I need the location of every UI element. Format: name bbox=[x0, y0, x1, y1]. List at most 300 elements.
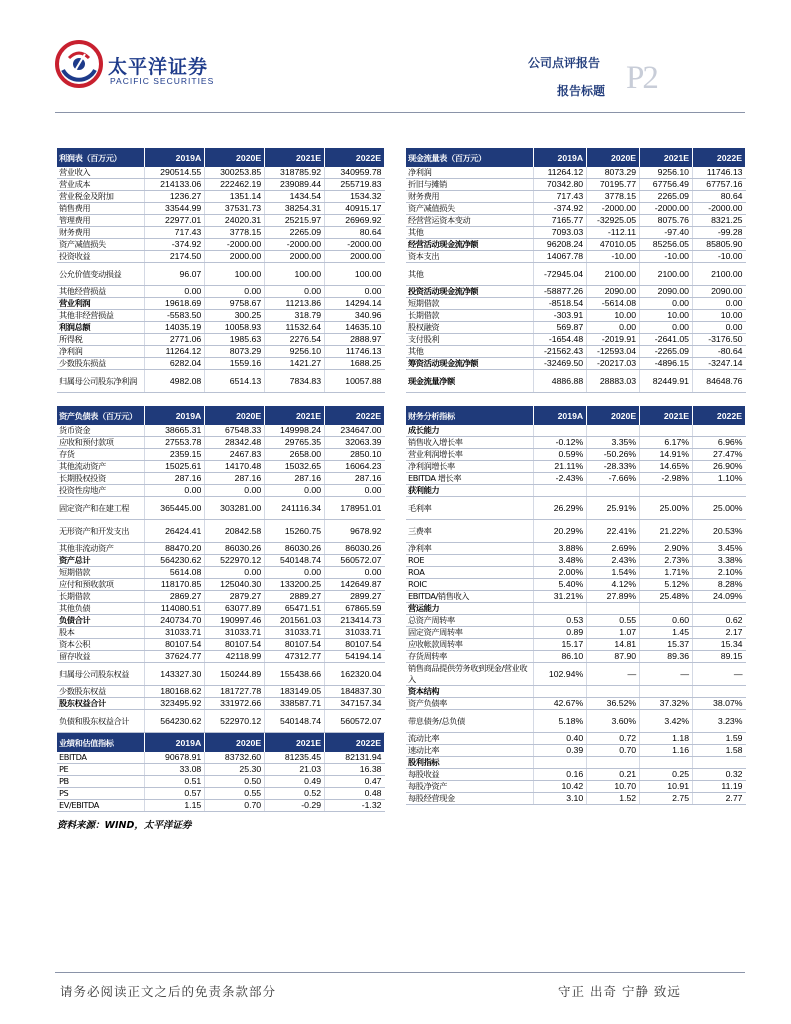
row-value: -80.64 bbox=[693, 346, 746, 358]
row-value: 2467.83 bbox=[205, 449, 265, 461]
year-header: 2020E bbox=[587, 406, 640, 425]
row-label: 资产减值损失 bbox=[406, 203, 534, 215]
row-value: 183149.05 bbox=[265, 686, 325, 698]
row-label: 销售商品提供劳务收到现金/营业收入 bbox=[406, 663, 534, 686]
row-value: 82131.94 bbox=[325, 752, 385, 764]
row-value: 5.12% bbox=[640, 579, 693, 591]
row-value: 0.72 bbox=[587, 733, 640, 745]
row-value: 14170.48 bbox=[205, 461, 265, 473]
row-value: -8518.54 bbox=[534, 298, 587, 310]
row-value: 2100.00 bbox=[693, 263, 746, 286]
row-value: -2000.00 bbox=[587, 203, 640, 215]
row-label: 公允价值变动损益 bbox=[57, 263, 145, 286]
table-row bbox=[406, 449, 746, 461]
table-row bbox=[406, 567, 746, 579]
row-value: -112.11 bbox=[587, 227, 640, 239]
table-row bbox=[57, 191, 385, 203]
row-value: 10058.93 bbox=[205, 322, 265, 334]
row-value: 0.00 bbox=[145, 286, 205, 298]
row-value: 100.00 bbox=[205, 263, 265, 286]
table-row bbox=[57, 239, 385, 251]
row-value: 67756.49 bbox=[640, 179, 693, 191]
row-label: ROA bbox=[406, 567, 534, 579]
row-value bbox=[534, 757, 587, 769]
row-value: 102.94% bbox=[534, 663, 587, 686]
row-value: 11264.12 bbox=[145, 346, 205, 358]
row-value bbox=[640, 603, 693, 615]
row-label: 销售收入增长率 bbox=[406, 437, 534, 449]
row-value: 0.00 bbox=[693, 322, 746, 334]
balance-sheet-table bbox=[57, 406, 385, 733]
row-value: -32469.50 bbox=[534, 358, 587, 370]
row-label: EBITDA bbox=[57, 752, 145, 764]
row-value: 16.38 bbox=[325, 764, 385, 776]
row-value: 20.53% bbox=[693, 520, 746, 543]
row-label: 总资产周转率 bbox=[406, 615, 534, 627]
row-label: 带息债务/总负债 bbox=[406, 710, 534, 733]
row-value: -28.33% bbox=[587, 461, 640, 473]
row-label: 折旧与摊销 bbox=[406, 179, 534, 191]
row-label: 存货 bbox=[57, 449, 145, 461]
row-value: 150244.89 bbox=[205, 663, 265, 686]
row-value: 47010.05 bbox=[587, 239, 640, 251]
row-value: 47312.77 bbox=[265, 651, 325, 663]
row-value: 8321.25 bbox=[693, 215, 746, 227]
table-row bbox=[57, 203, 385, 215]
row-value: -32925.05 bbox=[587, 215, 640, 227]
row-value: 37531.73 bbox=[205, 203, 265, 215]
logo-text-en: PACIFIC SECURITIES bbox=[110, 76, 215, 86]
row-label: 长期股权投资 bbox=[57, 473, 145, 485]
table-row bbox=[57, 449, 385, 461]
row-value: 80107.54 bbox=[265, 639, 325, 651]
row-value: 234647.00 bbox=[325, 425, 385, 437]
row-value: -2641.05 bbox=[640, 334, 693, 346]
row-label: 长期借款 bbox=[57, 591, 145, 603]
row-value: 178951.01 bbox=[325, 497, 385, 520]
row-value: 40915.17 bbox=[325, 203, 385, 215]
table-row bbox=[406, 239, 746, 251]
row-value: 6282.04 bbox=[145, 358, 205, 370]
row-label: ROE bbox=[406, 555, 534, 567]
row-value: 2.75 bbox=[640, 793, 693, 805]
row-value: 63077.89 bbox=[205, 603, 265, 615]
row-value: 11746.13 bbox=[693, 167, 746, 179]
disclaimer-note: 请务必阅读正文之后的免责条款部分 bbox=[60, 984, 277, 999]
row-value: -4896.15 bbox=[640, 358, 693, 370]
table-row bbox=[406, 346, 746, 358]
row-value: 1.54% bbox=[587, 567, 640, 579]
row-value: 1.18 bbox=[640, 733, 693, 745]
row-value: 0.25 bbox=[640, 769, 693, 781]
row-value: 14.91% bbox=[640, 449, 693, 461]
row-value: -2000.00 bbox=[640, 203, 693, 215]
year-header: 2019A bbox=[534, 148, 587, 167]
row-value: 6.96% bbox=[693, 437, 746, 449]
row-value: 86.10 bbox=[534, 651, 587, 663]
pacific-securities-logo-icon bbox=[55, 40, 103, 88]
row-value: 5.18% bbox=[534, 710, 587, 733]
row-value: 15032.65 bbox=[265, 461, 325, 473]
row-label: 股利指标 bbox=[406, 757, 534, 769]
row-value: 0.70 bbox=[205, 800, 265, 812]
row-value bbox=[693, 603, 746, 615]
row-value: 2000.00 bbox=[325, 251, 385, 263]
row-value: 3.35% bbox=[587, 437, 640, 449]
table-row bbox=[406, 686, 746, 698]
row-label: 营运能力 bbox=[406, 603, 534, 615]
row-value: 80.64 bbox=[325, 227, 385, 239]
row-value: 27.47% bbox=[693, 449, 746, 461]
table-row bbox=[406, 615, 746, 627]
row-value: 31033.71 bbox=[265, 627, 325, 639]
row-value: 89.36 bbox=[640, 651, 693, 663]
row-value: 6514.13 bbox=[205, 370, 265, 393]
row-value: -2019.91 bbox=[587, 334, 640, 346]
row-value: 96.07 bbox=[145, 263, 205, 286]
row-value: 0.21 bbox=[587, 769, 640, 781]
row-value: 29765.35 bbox=[265, 437, 325, 449]
table-row bbox=[57, 651, 385, 663]
row-value: -374.92 bbox=[534, 203, 587, 215]
row-value bbox=[587, 603, 640, 615]
table-row bbox=[57, 627, 385, 639]
row-value: 25215.97 bbox=[265, 215, 325, 227]
row-value: 7093.03 bbox=[534, 227, 587, 239]
table-header-row bbox=[57, 148, 385, 167]
year-header: 2022E bbox=[325, 733, 385, 752]
row-label: 净利润 bbox=[406, 167, 534, 179]
table-row bbox=[406, 555, 746, 567]
row-value: -50.26% bbox=[587, 449, 640, 461]
table-row bbox=[406, 603, 746, 615]
row-value: 15025.61 bbox=[145, 461, 205, 473]
row-value bbox=[587, 425, 640, 437]
row-value: 80107.54 bbox=[205, 639, 265, 651]
table-title: 利润表（百万元） bbox=[57, 148, 145, 167]
table-row bbox=[406, 203, 746, 215]
table-row bbox=[406, 251, 746, 263]
row-label: 资本公积 bbox=[57, 639, 145, 651]
row-value: 26.90% bbox=[693, 461, 746, 473]
row-value: 2000.00 bbox=[205, 251, 265, 263]
row-value: 22.41% bbox=[587, 520, 640, 543]
row-value: 0.00 bbox=[325, 485, 385, 497]
row-value: 180168.62 bbox=[145, 686, 205, 698]
table-row bbox=[406, 591, 746, 603]
row-label: 三费率 bbox=[406, 520, 534, 543]
row-value: 31033.71 bbox=[325, 627, 385, 639]
row-value: 65471.51 bbox=[265, 603, 325, 615]
row-value: 3.60% bbox=[587, 710, 640, 733]
row-value: 3.38% bbox=[693, 555, 746, 567]
row-value: -12593.04 bbox=[587, 346, 640, 358]
row-label: 每股净资产 bbox=[406, 781, 534, 793]
row-value: -3176.50 bbox=[693, 334, 746, 346]
row-value bbox=[693, 425, 746, 437]
table-row bbox=[57, 776, 385, 788]
row-value: -10.00 bbox=[640, 251, 693, 263]
row-value: 0.53 bbox=[534, 615, 587, 627]
row-value: 0.47 bbox=[325, 776, 385, 788]
row-value: 9256.10 bbox=[265, 346, 325, 358]
year-header: 2021E bbox=[640, 148, 693, 167]
table-row bbox=[406, 191, 746, 203]
row-value: 340959.78 bbox=[325, 167, 385, 179]
row-value: 564230.62 bbox=[145, 710, 205, 733]
row-value bbox=[534, 686, 587, 698]
row-value bbox=[587, 686, 640, 698]
year-header: 2019A bbox=[145, 733, 205, 752]
row-value: -374.92 bbox=[145, 239, 205, 251]
row-value: 1.15 bbox=[145, 800, 205, 812]
row-value: 2.17 bbox=[693, 627, 746, 639]
row-value: 2265.09 bbox=[265, 227, 325, 239]
row-label: EBITDA 增长率 bbox=[406, 473, 534, 485]
row-value: 8.28% bbox=[693, 579, 746, 591]
row-value: 24.09% bbox=[693, 591, 746, 603]
table-row bbox=[406, 757, 746, 769]
row-value: -2265.09 bbox=[640, 346, 693, 358]
row-value: 143327.30 bbox=[145, 663, 205, 686]
row-label: 支付股利 bbox=[406, 334, 534, 346]
row-value bbox=[693, 757, 746, 769]
row-label: 应收帐款周转率 bbox=[406, 639, 534, 651]
row-value: 86030.26 bbox=[205, 543, 265, 555]
table-header-row bbox=[57, 406, 385, 425]
year-header: 2021E bbox=[265, 733, 325, 752]
row-value: — bbox=[640, 663, 693, 686]
row-value: 2658.00 bbox=[265, 449, 325, 461]
row-label: 其他 bbox=[406, 346, 534, 358]
row-value: 340.96 bbox=[325, 310, 385, 322]
row-label: 留存收益 bbox=[57, 651, 145, 663]
row-value: -58877.26 bbox=[534, 286, 587, 298]
row-value: -1.32 bbox=[325, 800, 385, 812]
table-header-row bbox=[406, 148, 746, 167]
row-value: 114080.51 bbox=[145, 603, 205, 615]
row-value: 11.19 bbox=[693, 781, 746, 793]
row-value: 287.16 bbox=[205, 473, 265, 485]
year-header: 2021E bbox=[265, 406, 325, 425]
table-row bbox=[406, 733, 746, 745]
row-value: 0.89 bbox=[534, 627, 587, 639]
row-value: 15.34 bbox=[693, 639, 746, 651]
row-label: 短期借款 bbox=[57, 567, 145, 579]
row-value: 190997.46 bbox=[205, 615, 265, 627]
row-label: 无形资产和开发支出 bbox=[57, 520, 145, 543]
row-value: -5614.08 bbox=[587, 298, 640, 310]
row-value: 22977.01 bbox=[145, 215, 205, 227]
row-value: 569.87 bbox=[534, 322, 587, 334]
table-row bbox=[406, 745, 746, 757]
table-row bbox=[57, 370, 385, 393]
row-label: 营业收入 bbox=[57, 167, 145, 179]
table-row bbox=[406, 579, 746, 591]
row-value: 149998.24 bbox=[265, 425, 325, 437]
table-row bbox=[406, 437, 746, 449]
row-value: 31033.71 bbox=[145, 627, 205, 639]
table-title: 业绩和估值指标 bbox=[57, 733, 145, 752]
row-value: 0.55 bbox=[587, 615, 640, 627]
row-value: 38.07% bbox=[693, 698, 746, 710]
row-value: 0.40 bbox=[534, 733, 587, 745]
year-header: 2019A bbox=[534, 406, 587, 425]
row-value: 0.00 bbox=[587, 322, 640, 334]
row-value: 201561.03 bbox=[265, 615, 325, 627]
row-label: 投资收益 bbox=[57, 251, 145, 263]
row-label: 投资性房地产 bbox=[57, 485, 145, 497]
row-value: 21.03 bbox=[265, 764, 325, 776]
row-value: 37624.77 bbox=[145, 651, 205, 663]
row-value bbox=[640, 485, 693, 497]
row-value: 38254.31 bbox=[265, 203, 325, 215]
row-value: 21.11% bbox=[534, 461, 587, 473]
row-label: EV/EBITDA bbox=[57, 800, 145, 812]
row-value: -99.28 bbox=[693, 227, 746, 239]
row-label: 其他 bbox=[406, 263, 534, 286]
table-row bbox=[57, 615, 385, 627]
row-value: 239089.44 bbox=[265, 179, 325, 191]
table-row bbox=[406, 651, 746, 663]
table-row bbox=[406, 473, 746, 485]
row-value: — bbox=[587, 663, 640, 686]
table-row bbox=[406, 485, 746, 497]
row-label: 财务费用 bbox=[57, 227, 145, 239]
table-title: 财务分析指标 bbox=[406, 406, 534, 425]
row-value: 347157.34 bbox=[325, 698, 385, 710]
footer-divider bbox=[55, 972, 745, 973]
row-value: 10.00 bbox=[693, 310, 746, 322]
row-value: 318785.92 bbox=[265, 167, 325, 179]
table-row bbox=[406, 793, 746, 805]
row-value: 8073.29 bbox=[587, 167, 640, 179]
table-row bbox=[406, 263, 746, 286]
table-row bbox=[406, 310, 746, 322]
row-value: 0.00 bbox=[640, 298, 693, 310]
row-value: 155438.66 bbox=[265, 663, 325, 686]
row-value: 0.00 bbox=[693, 298, 746, 310]
table-row bbox=[406, 425, 746, 437]
row-value: 11532.64 bbox=[265, 322, 325, 334]
row-value: 318.79 bbox=[265, 310, 325, 322]
row-value: 88470.20 bbox=[145, 543, 205, 555]
row-label: 资产总计 bbox=[57, 555, 145, 567]
table-row bbox=[406, 298, 746, 310]
row-value: 24020.31 bbox=[205, 215, 265, 227]
row-label: 其他负债 bbox=[57, 603, 145, 615]
row-value: 14067.78 bbox=[534, 251, 587, 263]
row-value: 0.52 bbox=[265, 788, 325, 800]
table-row bbox=[57, 263, 385, 286]
page-number: P2 bbox=[626, 60, 657, 96]
table-row bbox=[57, 334, 385, 346]
row-value: 2.90% bbox=[640, 543, 693, 555]
row-value: 1434.54 bbox=[265, 191, 325, 203]
row-value: 2359.15 bbox=[145, 449, 205, 461]
row-value: 20.29% bbox=[534, 520, 587, 543]
table-row bbox=[57, 800, 385, 812]
row-label: 货币资金 bbox=[57, 425, 145, 437]
table-row bbox=[406, 215, 746, 227]
row-value: 80.64 bbox=[693, 191, 746, 203]
row-value: — bbox=[693, 663, 746, 686]
row-value: 42118.99 bbox=[205, 651, 265, 663]
row-label: 资本支出 bbox=[406, 251, 534, 263]
row-value: 10.00 bbox=[640, 310, 693, 322]
year-header: 2021E bbox=[265, 148, 325, 167]
table-row bbox=[406, 227, 746, 239]
report-title: 报告标题 bbox=[557, 84, 606, 98]
row-label: 经营营运资本变动 bbox=[406, 215, 534, 227]
row-value: -5583.50 bbox=[145, 310, 205, 322]
row-label: ROIC bbox=[406, 579, 534, 591]
row-value: 26424.41 bbox=[145, 520, 205, 543]
table-row bbox=[57, 579, 385, 591]
row-value: 9256.10 bbox=[640, 167, 693, 179]
row-value: -2000.00 bbox=[693, 203, 746, 215]
row-value: 0.32 bbox=[693, 769, 746, 781]
table-row bbox=[406, 520, 746, 543]
row-value: 0.50 bbox=[205, 776, 265, 788]
table-row bbox=[406, 769, 746, 781]
row-value: 10.00 bbox=[587, 310, 640, 322]
year-header: 2022E bbox=[693, 148, 746, 167]
table-row bbox=[57, 698, 385, 710]
row-value: 560572.07 bbox=[325, 710, 385, 733]
row-value: 522970.12 bbox=[205, 710, 265, 733]
row-value: 81235.45 bbox=[265, 752, 325, 764]
row-value: 1236.27 bbox=[145, 191, 205, 203]
row-value: 287.16 bbox=[325, 473, 385, 485]
row-value: 100.00 bbox=[265, 263, 325, 286]
row-value: 300253.85 bbox=[205, 167, 265, 179]
ratios-block bbox=[406, 406, 746, 805]
row-value: 2889.27 bbox=[265, 591, 325, 603]
row-value: 1559.16 bbox=[205, 358, 265, 370]
row-value: 67865.59 bbox=[325, 603, 385, 615]
table-row bbox=[57, 286, 385, 298]
row-value bbox=[693, 686, 746, 698]
row-value: -0.12% bbox=[534, 437, 587, 449]
row-value: 33544.99 bbox=[145, 203, 205, 215]
row-value: 9678.92 bbox=[325, 520, 385, 543]
row-value: 560572.07 bbox=[325, 555, 385, 567]
row-label: 管理费用 bbox=[57, 215, 145, 227]
row-value: 85256.05 bbox=[640, 239, 693, 251]
row-value: 25.91% bbox=[587, 497, 640, 520]
row-value: 0.51 bbox=[145, 776, 205, 788]
row-value: 84648.76 bbox=[693, 370, 746, 393]
table-row bbox=[57, 298, 385, 310]
table-row bbox=[406, 627, 746, 639]
table-row bbox=[57, 520, 385, 543]
row-value: -7.66% bbox=[587, 473, 640, 485]
row-value: 33.08 bbox=[145, 764, 205, 776]
table-row bbox=[406, 334, 746, 346]
balance-sheet-block bbox=[57, 406, 385, 812]
row-value: 2000.00 bbox=[265, 251, 325, 263]
row-label: 财务费用 bbox=[406, 191, 534, 203]
row-value: 255719.83 bbox=[325, 179, 385, 191]
row-value: 1.71% bbox=[640, 567, 693, 579]
row-label: 净利率 bbox=[406, 543, 534, 555]
row-value: 36.52% bbox=[587, 698, 640, 710]
row-value: 25.00% bbox=[693, 497, 746, 520]
table-row bbox=[406, 497, 746, 520]
row-value: 27553.78 bbox=[145, 437, 205, 449]
row-label: 成长能力 bbox=[406, 425, 534, 437]
